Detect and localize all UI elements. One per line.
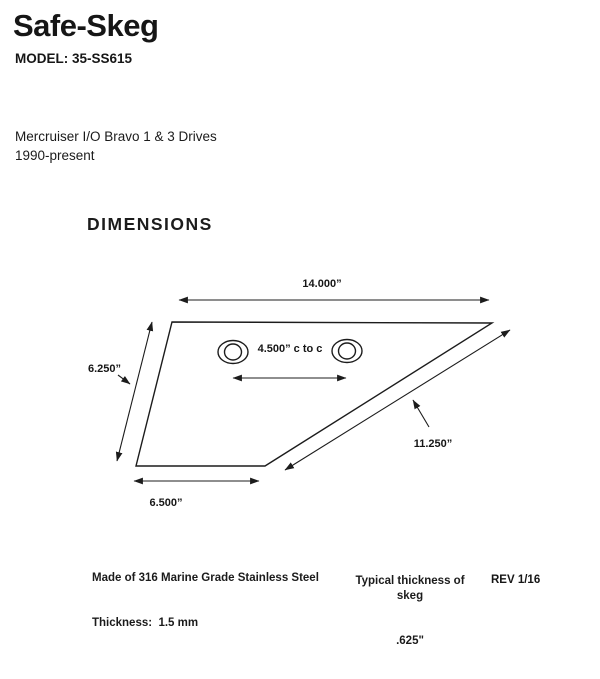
typical-thickness-line-2: .625" xyxy=(396,635,424,647)
revision-label: REV 1/16 xyxy=(491,574,541,586)
leader-arrow-diagonal-edge-icon xyxy=(413,400,429,427)
dim-label-diagonal-edge: 11.250” xyxy=(413,438,453,450)
dim-label-bottom-edge: 6.500” xyxy=(149,497,183,509)
mounting-hole-right-icon xyxy=(332,340,362,363)
leader-arrow-left-edge-icon xyxy=(118,375,130,384)
mounting-hole-left-icon xyxy=(218,341,248,364)
typical-thickness-note xyxy=(345,544,475,679)
dimension-line-left-edge xyxy=(117,322,152,461)
compatibility-line-2: 1990-present xyxy=(15,148,95,163)
dim-label-hole-spacing: 4.500” c to c xyxy=(257,343,323,355)
thickness-line: Thickness: 1.5 mm xyxy=(92,617,199,629)
model-number: MODEL: 35-SS615 xyxy=(15,51,133,66)
typical-thickness-line-1: Typical thickness of skeg xyxy=(355,575,468,602)
dimensions-heading: DIMENSIONS xyxy=(87,214,213,234)
dim-label-left-edge: 6.250” xyxy=(88,363,122,375)
material-note xyxy=(92,541,319,661)
material-line: Made of 316 Marine Grade Stainless Steel xyxy=(92,572,319,584)
compatibility-line-1: Mercruiser I/O Bravo 1 & 3 Drives xyxy=(15,129,217,144)
page-title: Safe-Skeg xyxy=(13,8,159,43)
dim-label-top-width: 14.000” xyxy=(302,278,342,290)
